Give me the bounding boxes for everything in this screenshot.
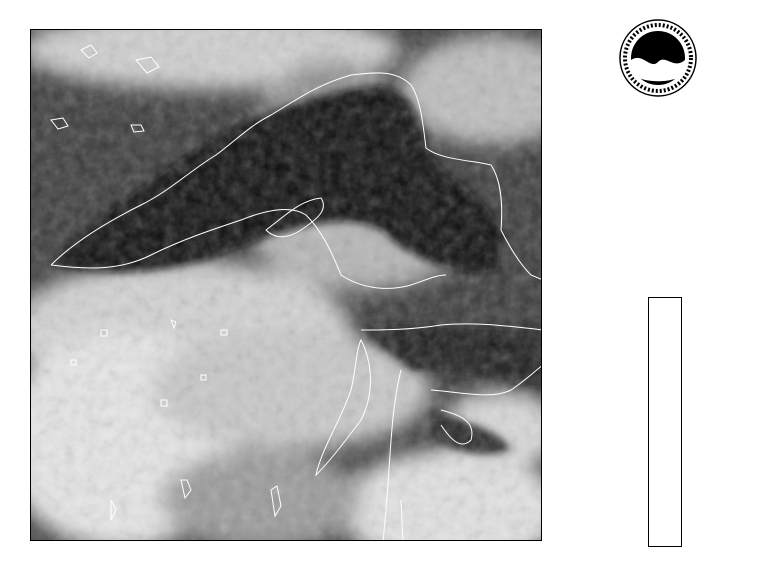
reflectance-colorbar [648, 297, 682, 547]
satellite-image [30, 29, 542, 541]
date-time [594, 162, 613, 175]
colorbar-ticks [680, 290, 730, 555]
cloud-texture [31, 30, 542, 541]
noaa-logo [618, 18, 698, 98]
satellite-map-svg [31, 30, 542, 541]
